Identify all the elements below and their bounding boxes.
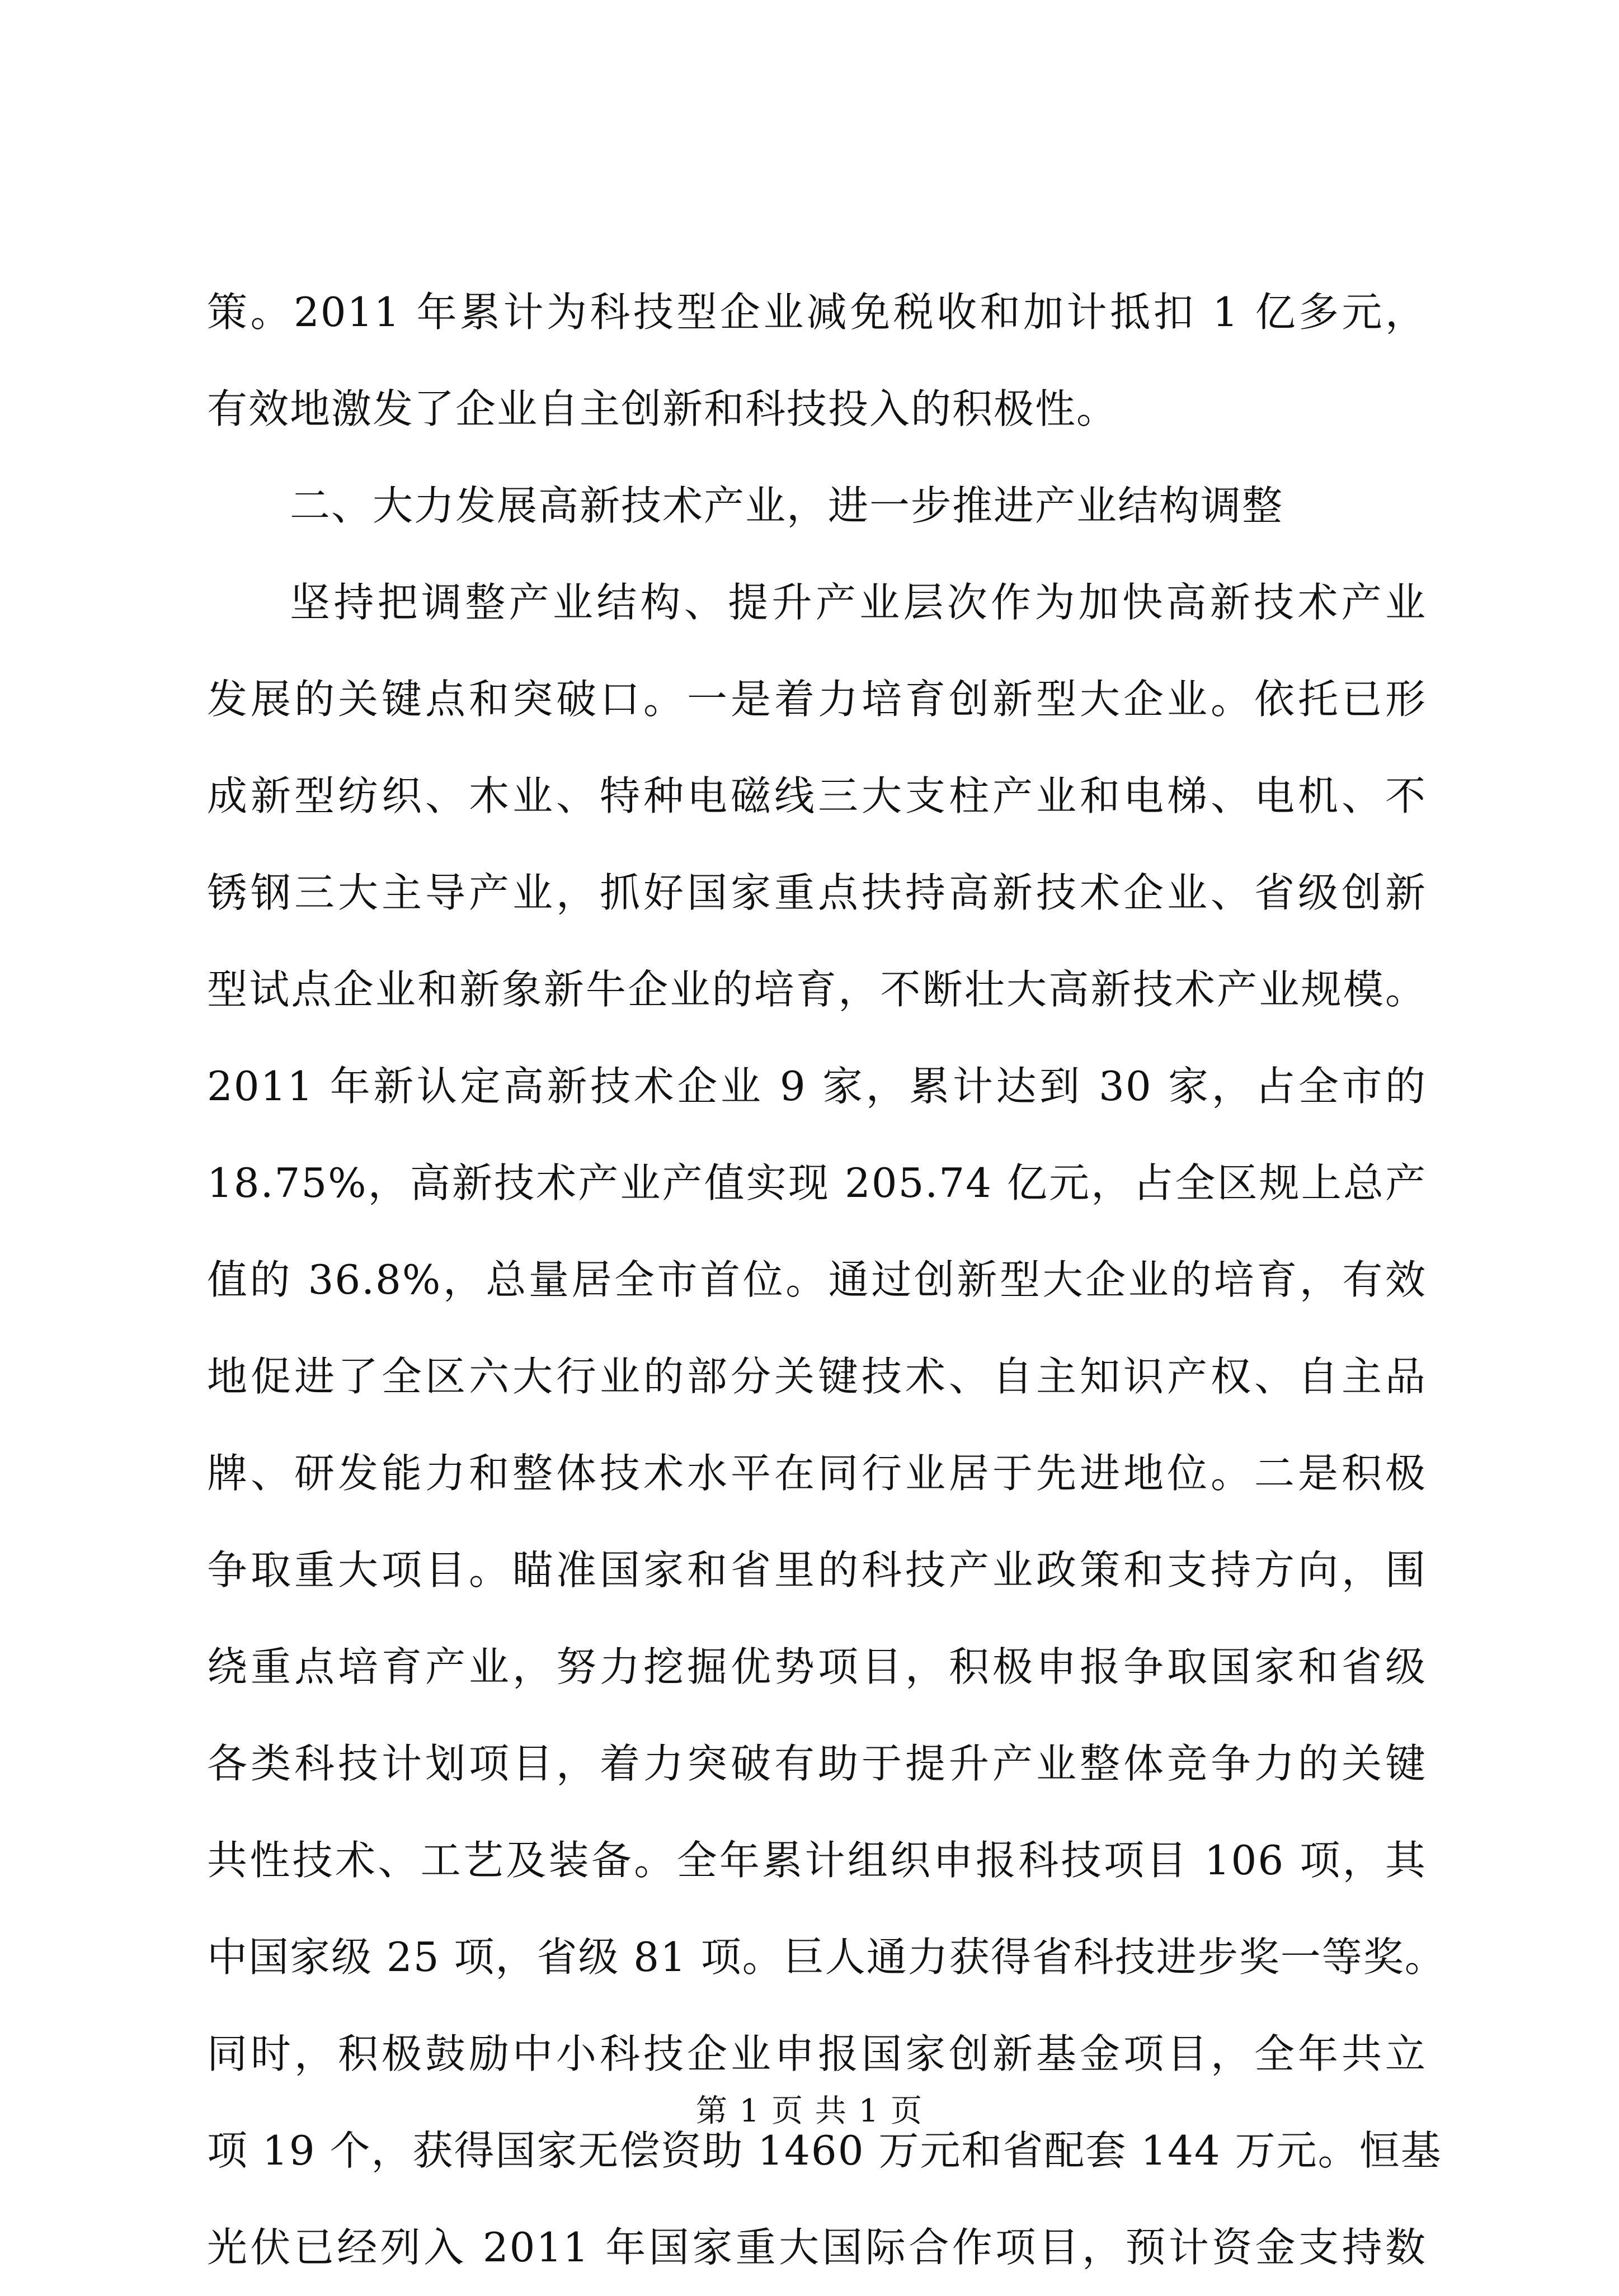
text-line: 策。2011 年累计为科技型企业减免税收和加计抵扣 1 亿多元， <box>207 289 1427 336</box>
text-line: 2011 年新认定高新技术企业 9 家，累计达到 30 家，占全市的 <box>207 1063 1427 1110</box>
page-footer <box>0 2089 1619 2134</box>
text-line: 牌、研发能力和整体技术水平在同行业居于先进地位。二是积极 <box>207 1450 1427 1497</box>
text-line: 地促进了全区六大行业的部分关键技术、自主知识产权、自主品 <box>207 1353 1427 1400</box>
text-line: 成新型纺织、木业、特种电磁线三大支柱产业和电梯、电机、不 <box>207 772 1427 819</box>
text-line: 18.75%，高新技术产业产值实现 205.74 亿元，占全区规上总产 <box>207 1159 1427 1206</box>
document-body <box>207 264 1446 2296</box>
text-line: 绕重点培育产业，努力挖掘优势项目，积极申报争取国家和省级 <box>207 1643 1427 1690</box>
text-line: 同时，积极鼓励中小科技企业申报国家创新基金项目，全年共立 <box>207 2030 1427 2077</box>
page-number-label: 第 1 页 共 1 页 <box>695 2093 924 2129</box>
text-line: 有效地激发了企业自主创新和科技投入的积极性。 <box>207 385 1118 432</box>
text-line: 中国家级 25 项，省级 81 项。巨人通力获得省科技进步奖一等奖。 <box>207 1934 1446 1981</box>
text-line: 坚持把调整产业结构、提升产业层次作为加快高新技术产业 <box>290 579 1427 626</box>
text-line: 发展的关键点和突破口。一是着力培育创新型大企业。依托已形 <box>207 676 1427 723</box>
text-line: 锈钢三大主导产业，抓好国家重点扶持高新技术企业、省级创新 <box>207 869 1427 916</box>
text-line: 各类科技计划项目，着力突破有助于提升产业整体竞争力的关键 <box>207 1740 1427 1787</box>
text-line: 争取重大项目。瞄准国家和省里的科技产业政策和支持方向，围 <box>207 1547 1427 1593</box>
text-line: 共性技术、工艺及装备。全年累计组织申报科技项目 106 项，其 <box>207 1837 1427 1884</box>
text-line: 光伏已经列入 2011 年国家重大国际合作项目，预计资金支持数 <box>207 2224 1427 2271</box>
text-line: 型试点企业和新象新牛企业的培育，不断壮大高新技术产业规模。 <box>207 966 1427 1013</box>
text-line: 项 19 个，获得国家无偿资助 1460 万元和省配套 144 万元。恒基 <box>207 2127 1442 2174</box>
text-line: 值的 36.8%，总量居全市首位。通过创新型大企业的培育，有效 <box>207 1256 1427 1303</box>
section-heading: 二、大力发展高新技术产业，进一步推进产业结构调整 <box>290 482 1284 529</box>
